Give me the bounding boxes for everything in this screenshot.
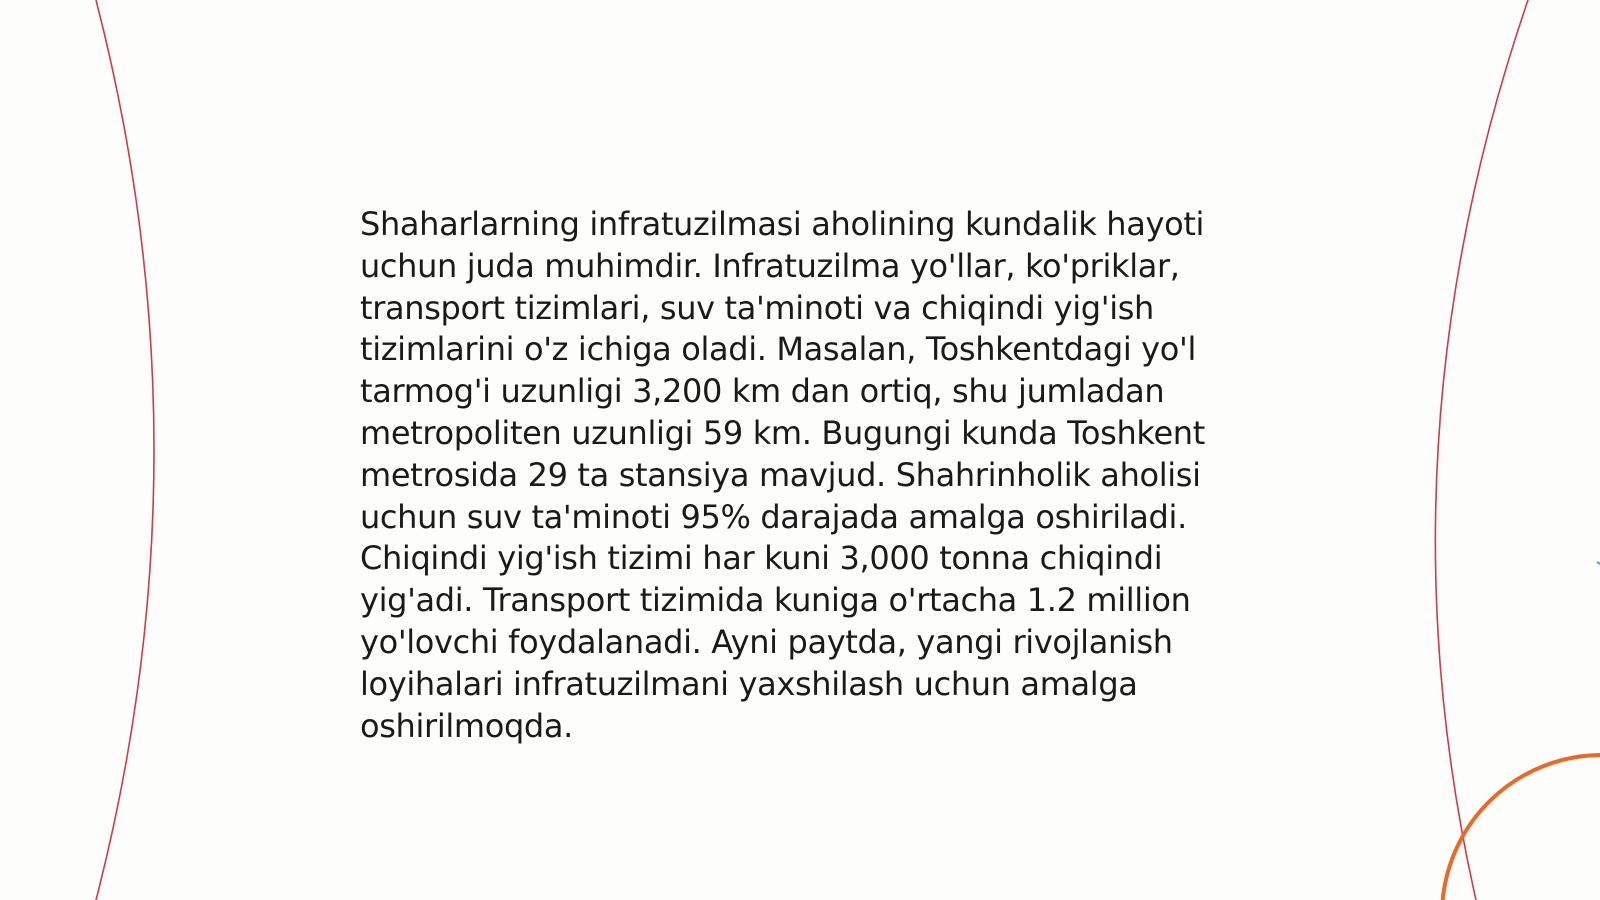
- right-arc-line: [1435, 0, 1528, 900]
- left-arc-line: [96, 0, 154, 900]
- body-paragraph: Shaharlarning infratuzilmasi aholining kundalik hayoti uchun juda muhimdir. Infratuzilma yo'llar, ko'priklar, transport tizimlari, suv ta'minoti va chiqindi yig'ish tizimlarini o'z ichiga oladi. Masalan, Toshkentdagi yo'l tarmog'i uzunligi 3,200 km dan ortiq, shu jumladan metropoliten uzunligi 59 km. Bugungi kunda Toshkent metrosida 29 ta stansiya mavjud. Shahrinholik aholisi uchun suv ta'minoti 95% darajada amalga oshiriladi. Chiqindi yig'ish tizimi har kuni 3,000 tonna chiqindi yig'adi. Transport tizimida kuniga o'rtacha 1.2 million yo'lovchi foydalanadi. Ayni paytda, yangi rivojlanish loyihalari infratuzilmani yaxshilash uchun amalga oshirilmoqda.: [360, 205, 1205, 745]
- orange-circle-outline: [1442, 755, 1600, 900]
